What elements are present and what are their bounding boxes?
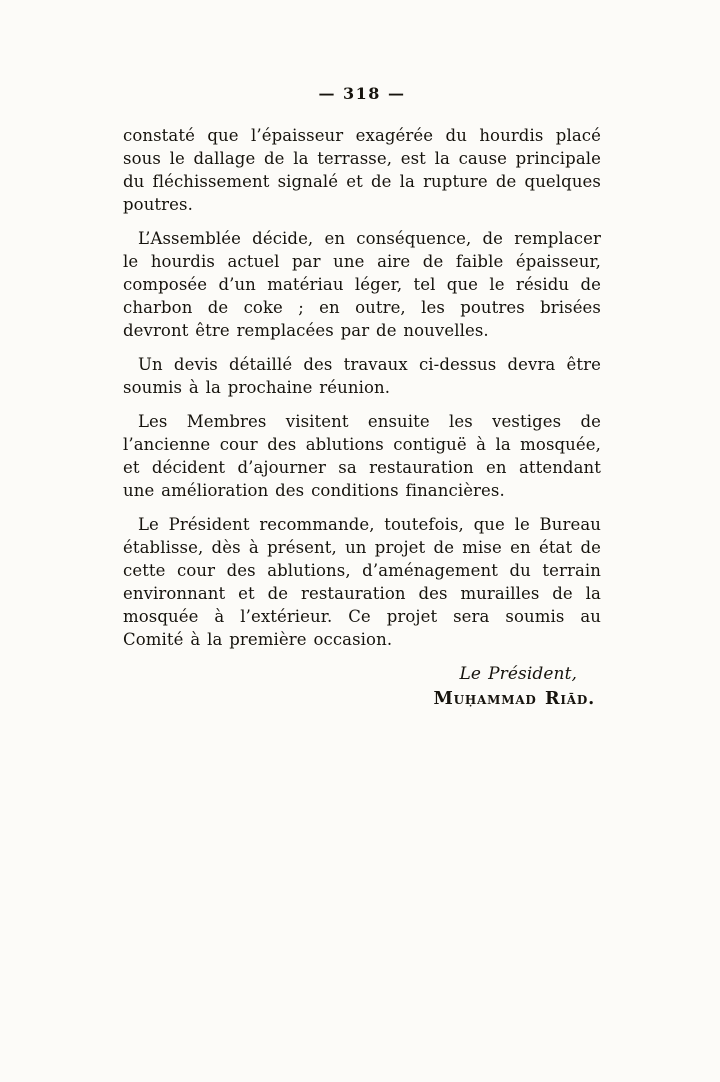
paragraph-devis: Un devis détaillé des travaux ci-dessus devra être soumis à la prochaine réunion. — [123, 355, 601, 397]
paragraph-membres-visite: Les Membres visitent ensuite les vestiges de l’ancienne cour des ablutions contiguë à la mosquée, et décident d’ajourner sa restauration en attendant une amélioration des conditions financières. — [123, 412, 601, 500]
page-number: — 318 — — [318, 84, 406, 103]
signature-block — [123, 662, 601, 712]
signature-name: Muḥammad Riād. — [433, 689, 595, 709]
text-block — [123, 124, 601, 712]
paragraph-assemblee-decision: L’Assemblée décide, en conséquence, de remplacer le hourdis actuel par une aire de faible épaisseur, composée d’un matériau léger, tel que le résidu de charbon de coke ; en outre, les poutres brisées devront être remplacées par de nouvelles. — [123, 229, 601, 340]
signature-title: Le Président, — [459, 664, 577, 684]
paragraph-president-recommandation: Le Président recommande, toutefois, que le Bureau établisse, dès à présent, un projet de mise en état de cette cour des ablutions, d’aménagement du terrain environnant et de restauration des murailles de la mosquée à l’extérieur. Ce projet sera soumis au Comité à la première occasion. — [123, 515, 601, 649]
paragraph-continued: constaté que l’épaisseur exagérée du hourdis placé sous le dallage de la terrasse, est la cause principale du fléchissement signalé et de la rupture de quelques poutres. — [123, 126, 601, 214]
